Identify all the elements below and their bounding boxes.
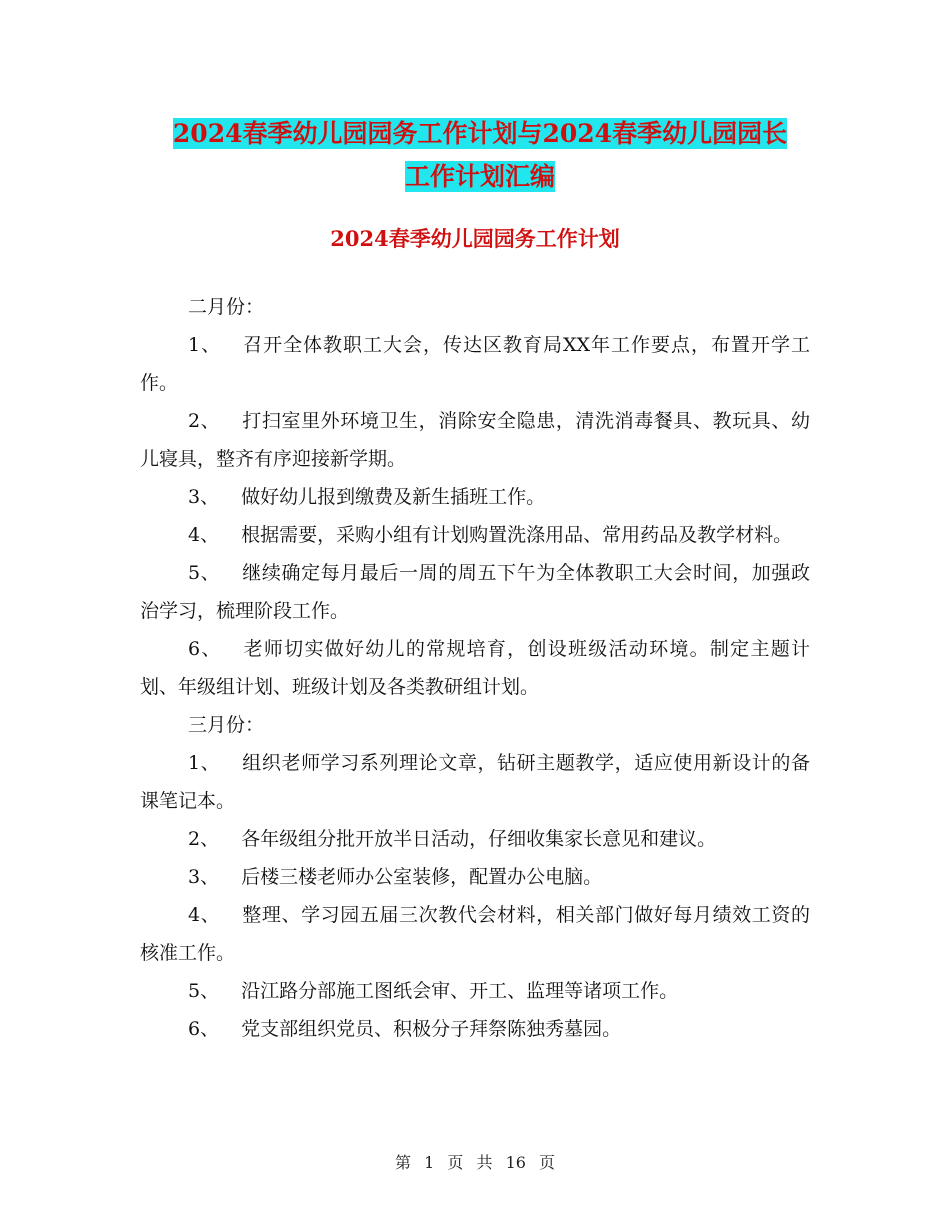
footer-label-di: 第 [394, 1153, 411, 1172]
item-text: 沿江路分部施工图纸会审、开工、监理等诸项工作。 [241, 980, 679, 1002]
list-item [140, 972, 810, 1010]
item-text: 老师切实做好幼儿的常规培育，创设班级活动环境。制定主题计划、年级组计划、班级计划及各类教研组计划。 [140, 638, 810, 698]
mar-heading: 三月份： [188, 714, 265, 736]
list-item [140, 744, 810, 820]
item-text: 继续确定每月最后一周的周五下午为全体教职工大会时间，加强政治学习，梳理阶段工作。 [140, 562, 810, 622]
page-footer [0, 1152, 950, 1174]
list-item [140, 896, 810, 972]
item-text: 召开全体教职工大会，传达区教育局XX年工作要点，布置开学工作。 [140, 334, 810, 394]
list-item [140, 326, 810, 402]
footer-label-gong: 共 [476, 1153, 493, 1172]
title-line-1: 2024春季幼儿园园务工作计划与2024春季幼儿园园长 [172, 119, 788, 148]
list-item [140, 820, 810, 858]
item-number: 2、 [188, 410, 221, 432]
item-number: 3、 [188, 866, 220, 888]
item-text: 做好幼儿报到缴费及新生插班工作。 [241, 486, 546, 508]
item-number: 1、 [188, 334, 222, 356]
list-item [140, 402, 810, 478]
item-text: 党支部组织党员、积极分子拜祭陈独秀墓园。 [241, 1018, 622, 1040]
total-pages-number: 16 [505, 1153, 526, 1172]
item-text: 打扫室里外环境卫生，消除安全隐患，清洗消毒餐具、教玩具、幼儿寝具，整齐有序迎接新学期。 [140, 410, 810, 470]
list-item [140, 1010, 810, 1048]
item-number: 4、 [188, 904, 221, 926]
list-item [140, 554, 810, 630]
item-number: 3、 [188, 486, 220, 508]
item-number: 4、 [188, 524, 220, 546]
footer-label-ye: 页 [447, 1153, 464, 1172]
list-item [140, 858, 810, 896]
item-number: 5、 [188, 980, 220, 1002]
current-page-number: 1 [424, 1153, 435, 1172]
section-title: 2024春季幼儿园园务工作计划 [330, 226, 620, 251]
item-number: 1、 [188, 752, 221, 774]
document-body [140, 288, 810, 1048]
item-number: 6、 [188, 1018, 220, 1040]
footer-label-ye-2: 页 [539, 1153, 556, 1172]
feb-heading: 二月份： [188, 296, 265, 318]
item-text: 整理、学习园五届三次教代会材料，相关部门做好每月绩效工资的核准工作。 [140, 904, 810, 964]
item-text: 后楼三楼老师办公室装修，配置办公电脑。 [241, 866, 603, 888]
item-text: 根据需要，采购小组有计划购置洗涤用品、常用药品及教学材料。 [241, 524, 793, 546]
item-number: 5、 [188, 562, 221, 584]
list-item [140, 630, 810, 706]
item-text: 各年级组分批开放半日活动，仔细收集家长意见和建议。 [241, 828, 717, 850]
list-item [140, 516, 810, 554]
item-text: 组织老师学习系列理论文章，钻研主题教学，适应使用新设计的备课笔记本。 [140, 752, 810, 812]
list-item [140, 478, 810, 516]
title-line-2: 工作计划汇编 [404, 162, 555, 191]
item-number: 6、 [188, 638, 222, 660]
item-number: 2、 [188, 828, 220, 850]
document-title [140, 112, 820, 198]
